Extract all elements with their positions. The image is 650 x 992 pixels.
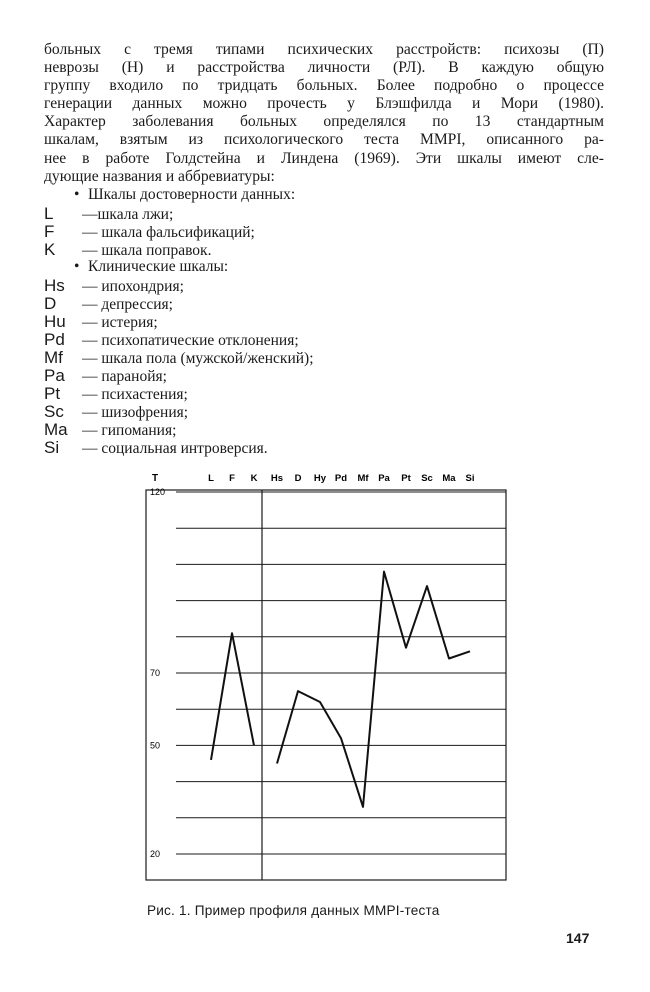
x-tick-label: Pt — [401, 473, 411, 484]
x-tick-label: Pd — [334, 473, 348, 484]
scale-row-mf — [44, 348, 314, 366]
scale-label: —шкала лжи; — [82, 206, 174, 223]
page-number: 147 — [566, 930, 590, 946]
scale-code: Pt — [44, 384, 61, 403]
y-tick-label: 120 — [150, 487, 166, 497]
body-line: Характер заболевания больных определялся по 13 стандартным — [44, 113, 604, 131]
scale-row-pa — [44, 366, 167, 384]
scale-code: L — [44, 204, 54, 223]
scale-label: — депрессия; — [82, 296, 173, 313]
bullet-icon: • — [74, 186, 80, 203]
scale-label: — психастения; — [82, 386, 188, 403]
body-line: дующие названия и аббревиатуры: — [44, 167, 275, 185]
scale-row-f — [44, 222, 255, 240]
x-tick-label: Sc — [421, 473, 433, 484]
x-tick-label: Hy — [313, 473, 327, 484]
scale-code: Mf — [44, 348, 63, 367]
scale-code: Pa — [44, 366, 65, 385]
scale-label: — шкала поправок. — [82, 242, 212, 259]
chart-series — [211, 572, 470, 807]
scale-code: Ma — [44, 420, 68, 439]
scale-row-si — [44, 438, 268, 456]
body-line: генерации данных можно прочесть у Блэшфилда и Мори (1980). — [44, 95, 604, 113]
series-line-clinical — [277, 572, 470, 807]
scale-label: — гипомания; — [82, 422, 177, 439]
clinical-heading — [74, 258, 228, 276]
x-tick-label: Ma — [442, 473, 456, 484]
scale-code: Si — [44, 438, 60, 457]
scale-row-sc — [44, 402, 188, 420]
y-tick-label: 50 — [150, 740, 161, 751]
body-line: нее в работе Голдстейна и Линдена (1969). Эти шкалы имеют сле- — [44, 149, 604, 167]
x-tick-label: K — [250, 473, 258, 484]
x-tick-label: Mf — [357, 473, 369, 484]
scale-label: — истерия; — [82, 314, 158, 331]
scale-row-ma — [44, 420, 176, 438]
validity-heading-text: Шкалы достоверности данных: — [88, 186, 296, 203]
x-tick-label: L — [208, 473, 214, 484]
scale-label: — шизофрения; — [82, 404, 189, 421]
x-tick-labels — [208, 473, 474, 484]
series-line-validity — [211, 633, 254, 760]
chart-frame — [146, 490, 506, 880]
chart-svg — [140, 468, 510, 888]
scale-row-d — [44, 294, 173, 312]
x-tick-label: Hs — [270, 473, 284, 484]
scale-code: Hu — [44, 312, 66, 331]
body-line: группу входило по тридцать больных. Более подробно о процессе — [44, 77, 604, 95]
scale-row-k — [44, 240, 211, 258]
x-tick-label: D — [294, 473, 302, 484]
scale-label: — шкала пола (мужской/женский); — [82, 350, 314, 367]
scale-code: Hs — [44, 276, 65, 295]
scale-row-pt — [44, 384, 188, 402]
scale-code: Pd — [44, 330, 65, 349]
body-line: шкалам, взятым из психологического теста MMPI, описанного ра- — [44, 131, 604, 149]
x-tick-label: Pa — [378, 473, 390, 484]
x-tick-label: F — [229, 473, 235, 484]
scale-label: — ипохондрия; — [82, 278, 184, 295]
scale-code: F — [44, 222, 55, 241]
scale-code: Sc — [44, 402, 64, 421]
scale-code: D — [44, 294, 57, 313]
scale-row-hs — [44, 276, 184, 294]
y-tick-labels — [150, 487, 165, 859]
scale-label: — социальная интроверсия. — [82, 440, 268, 457]
bullet-icon: • — [74, 258, 80, 275]
body-line: больных с тремя типами психических расстройств: психозы (П) — [44, 41, 604, 58]
clinical-heading-text: Клинические шкалы: — [88, 258, 229, 275]
scale-code: K — [44, 240, 56, 259]
scale-row-hu — [44, 312, 158, 330]
y-axis-label: T — [152, 473, 159, 484]
mmpi-profile-chart — [140, 468, 510, 888]
y-tick-label: 70 — [150, 668, 161, 678]
body-line: неврозы (Н) и расстройства личности (РЛ). В каждую общую — [44, 59, 604, 77]
figure-caption: Рис. 1. Пример профиля данных MMPI-теста — [147, 903, 440, 918]
scale-row-l — [44, 204, 173, 222]
x-tick-label: Si — [465, 473, 475, 484]
body-paragraph — [44, 41, 604, 186]
scale-label: — паранойя; — [82, 368, 167, 385]
scale-row-pd — [44, 330, 299, 348]
scale-label: — психопатические отклонения; — [82, 332, 299, 349]
y-tick-label: 20 — [150, 849, 161, 859]
validity-heading — [74, 186, 295, 204]
scale-label: — шкала фальсификаций; — [82, 224, 255, 241]
